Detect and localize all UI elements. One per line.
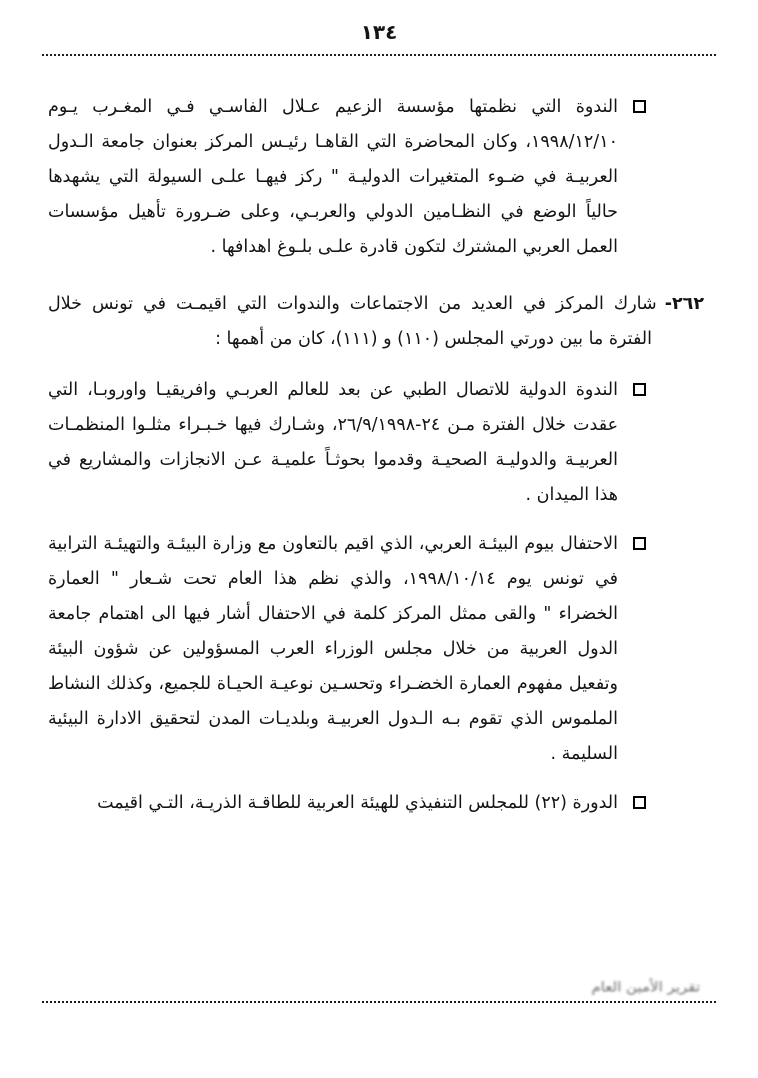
square-bullet-icon [633,796,646,809]
square-bullet-icon [633,537,646,550]
paragraph-text: الاحتفال بيوم البيئـة العربي، الذي اقيم بالتعاون مع وزارة البيئـة والتهيئـة الترابية في تونس يوم ١٩٩٨/١٠/١٤، والذي نظم هذا العام تحت شـعار " العمارة الخضراء " والقى ممثل المركز كلمة في الاحتفال أشار فيها الى اهتمام جامعة الدول العربية من خلال مجلس الوزراء العرب المسؤولين عن شؤون البيئة وتفعيل مفهوم العمارة الخضـراء وتحسـين نوعيـة الحيـاة للجميع، وكذلك النشاط الملموس الذي تقوم بـه الـدول العربيـة وبلديـات المدن لتحقيق الادارة البيئية السليمة . [48,534,618,764]
paragraph-text: الندوة الدولية للاتصال الطبي عن بعد للعالم العربـي وافريقيـا واوروبـا، التي عقدت خلال الفترة مـن ٢٤-٢٦/٩/١٩٩٨، وشـارك فيها خـبـراء مثلـوا المنظمـات العربيـة والدوليـة الصحيـة وقدموا بحوثـاً علميـة عـن الانجازات والمشاريع في هذا الميدان . [48,380,619,505]
item-number: ٢٦٢- [664,294,704,314]
bullet-paragraph [48,527,648,772]
numbered-paragraph [48,287,704,357]
square-bullet-icon [633,100,646,113]
bullet-paragraph [48,373,648,513]
footer-stamp-text: تقرير الأمين العام [591,978,700,996]
paragraph-text: شارك المركز في العديد من الاجتماعات والندوات التي اقيمـت في تونس خلال الفترة ما بين دورتي المجلس (١١٠) و (١١١)، كان من أهمها : [48,294,657,349]
bottom-separator-line [42,1001,716,1003]
bullet-paragraph [48,90,648,265]
square-bullet-icon [633,383,646,396]
paragraph-text: الندوة التي نظمتها مؤسسة الزعيم عـلال الفاسـي فـي المغـرب يـوم ١٩٩٨/١٢/١٠، وكان المحاضرة التي القاهـا رئيـس المركز بعنوان جامعة الـدول العربيـة في ضـوء المتغيرات الدوليـة " ركز فيهـا علـى السيولة التي يشهدها حالياً الوضع في النظـامين الدولي والعربـي، وعلى ضـرورة تأهيل مؤسسات العمل العربي المشترك لتكون قادرة علـى بلـوغ اهدافها . [48,97,618,257]
paragraph-line [48,287,704,357]
page-body [0,56,758,995]
paragraph-text: الدورة (٢٢) للمجلس التنفيذي للهيئة العربية للطاقـة الذريـة، التـي اقيمت [97,793,618,813]
bullet-paragraph [48,786,648,821]
page-number: ١٣٤ [360,20,398,44]
